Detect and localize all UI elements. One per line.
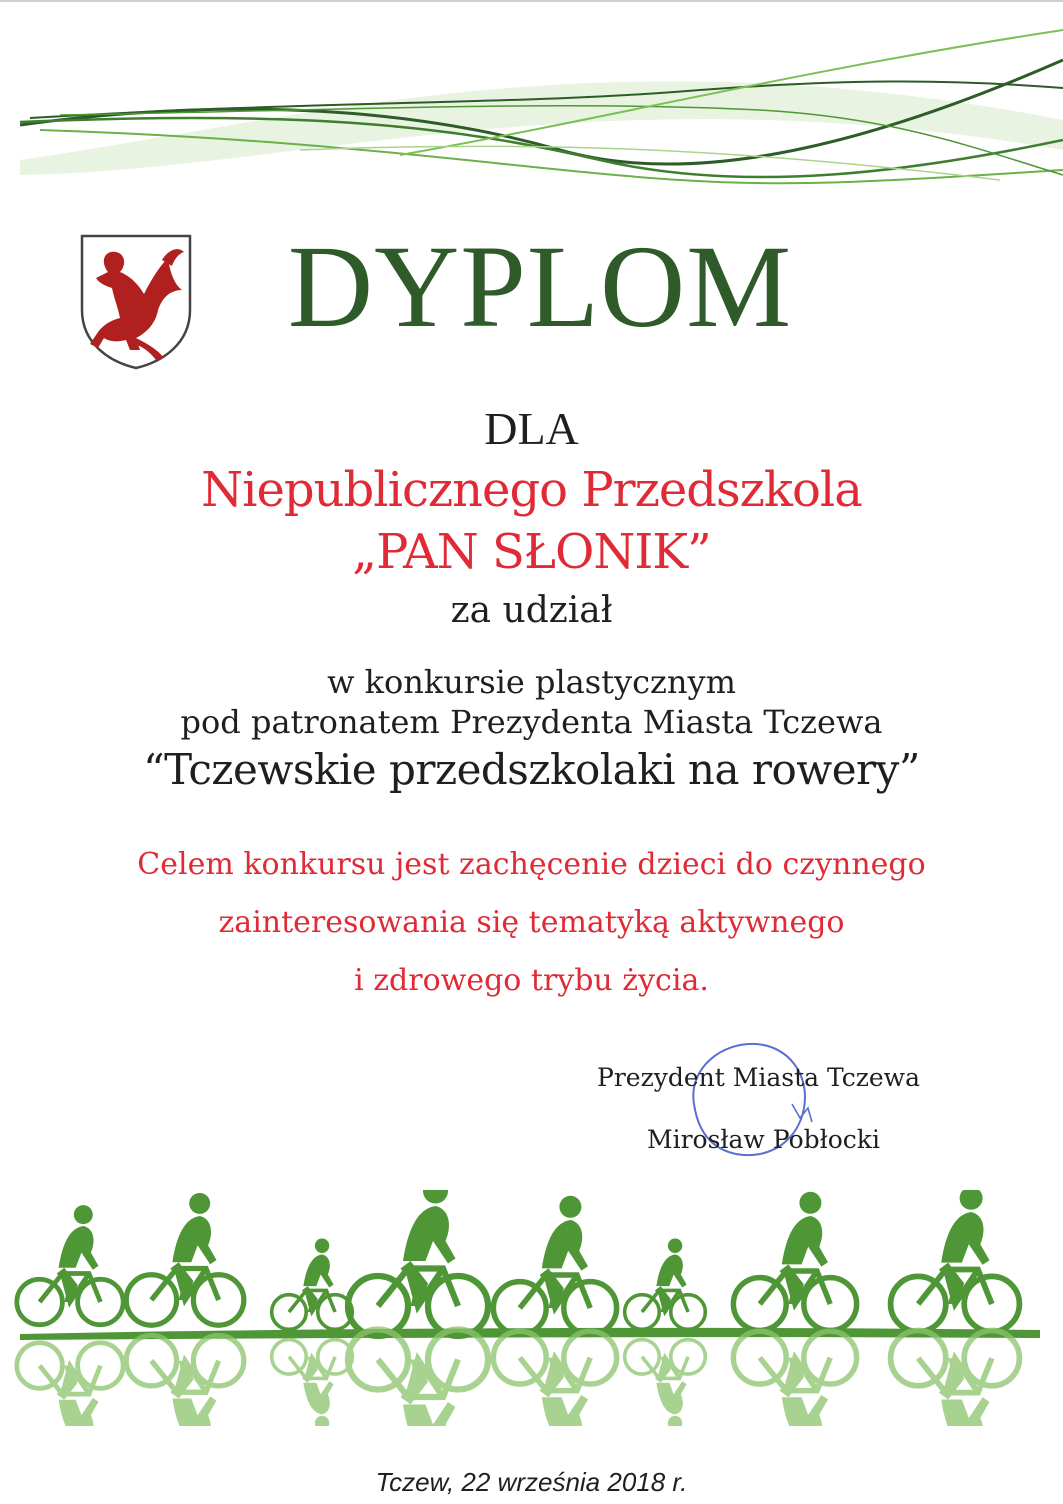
contest-description-line2: pod patronatem Prezydenta Miasta Tczewa — [180, 703, 883, 741]
signatory-title: Prezydent Miasta Tczewa — [597, 1063, 920, 1092]
contest-goal-line3: i zdrowego trybu życia. — [354, 963, 709, 998]
diploma-title: DYPLOM — [287, 221, 793, 352]
participation-label: za udział — [450, 590, 613, 631]
place-and-date: Tczew, 22 września 2018 r. — [375, 1467, 688, 1497]
contest-description-line1: w konkursie plastycznym — [327, 663, 736, 701]
signatory-name: Mirosław Pobłocki — [647, 1125, 880, 1154]
decorative-waves — [0, 0, 1063, 200]
for-label: DLA — [484, 403, 579, 454]
contest-name: “Tczewskie przedszkolaki na rowery” — [143, 745, 920, 794]
contest-goal-line2: zainteresowania się tematyką aktywnego — [218, 905, 845, 940]
cyclists-silhouette-icon — [0, 1190, 1063, 1450]
recipient-name-line2: „PAN SŁONIK” — [352, 524, 711, 580]
recipient-name-line1: Niepublicznego Przedszkola — [201, 462, 862, 518]
contest-goal-line1: Celem konkursu jest zachęcenie dzieci do czynnego — [137, 847, 926, 882]
griffin-coat-of-arms-icon — [78, 232, 194, 370]
